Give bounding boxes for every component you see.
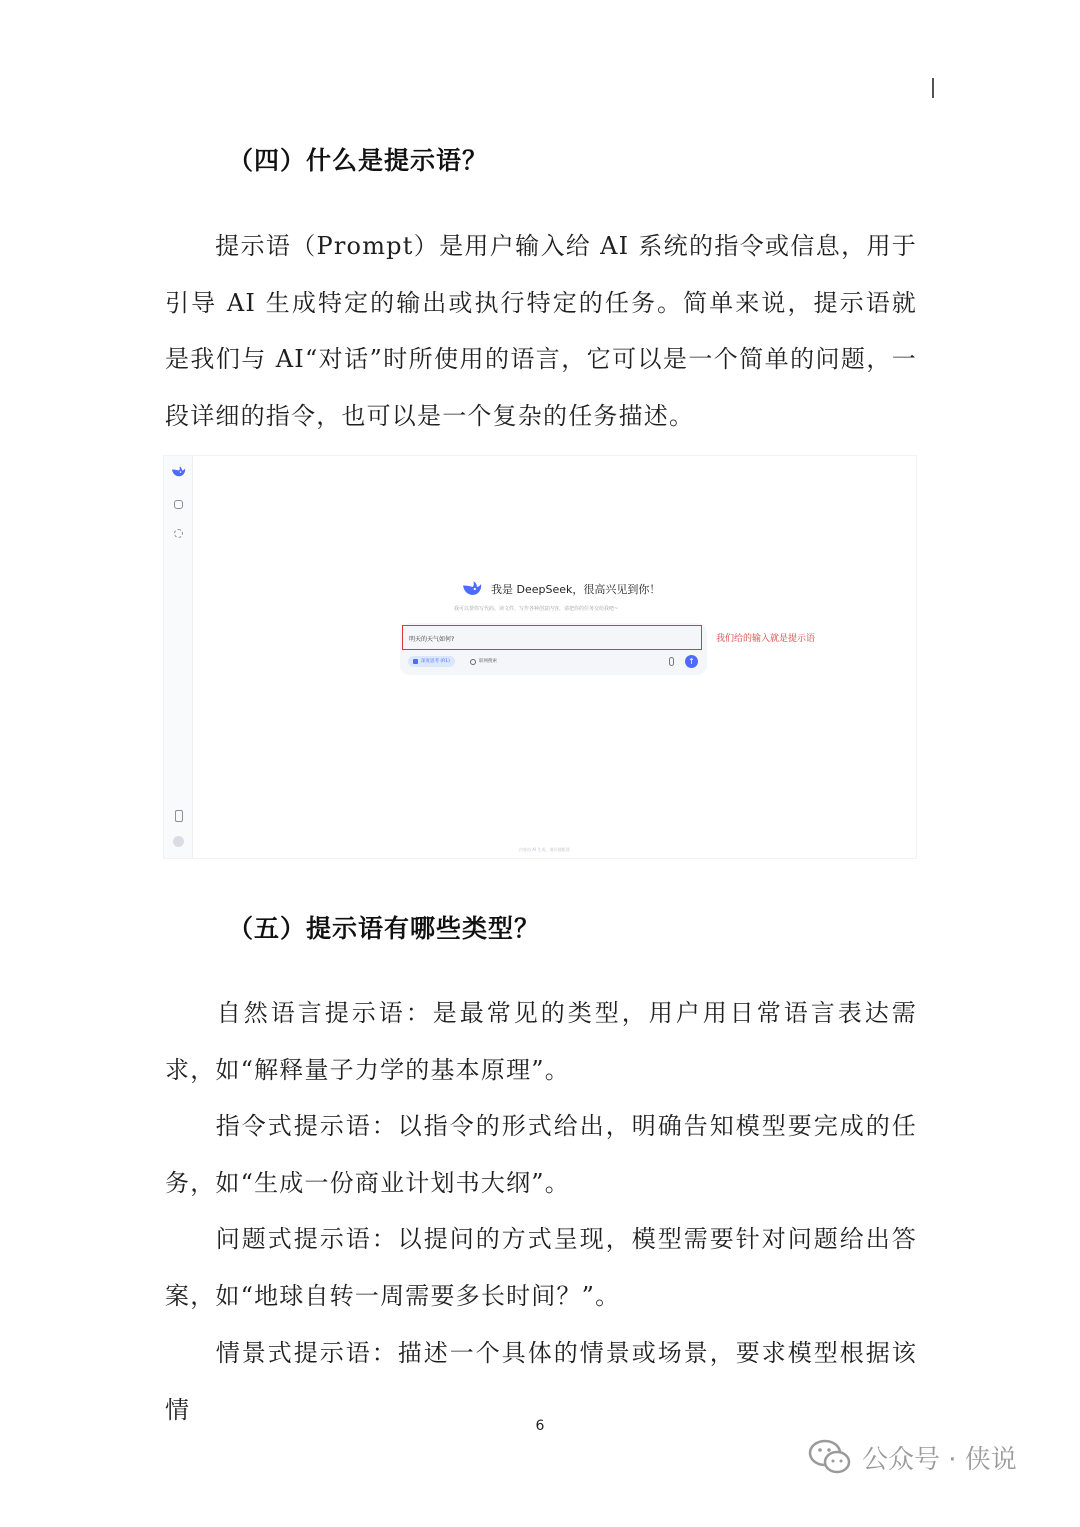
paperclip-icon[interactable] <box>669 657 674 666</box>
watermark-text: 公众号 · 侠说 <box>862 1444 1017 1475</box>
history-icon[interactable] <box>174 529 183 538</box>
web-search-label: 联网搜索 <box>479 659 497 664</box>
web-search-toggle[interactable] <box>466 656 501 667</box>
question-text: 问题式提示语：以提问的方式呈现，模型需要针对问题给出答案，如“地球自转一周需要多长时间？”。 <box>165 1225 917 1310</box>
deepseek-screenshot <box>163 455 917 859</box>
prompt-definition-text: 提示语（Prompt）是用户输入给 AI 系统的指令或信息，用于引导 AI 生成特定的输出或执行特定的任务。简单来说，提示语就是我们与 AI“对话”时所使用的语言，它可以是一个简单的问题，一段详细的指令，也可以是一个复杂的任务描述。 <box>165 232 917 430</box>
page-number: 6 <box>535 1418 545 1434</box>
instruction-paragraph <box>165 1098 917 1211</box>
welcome-subtitle: 我可以帮你写代码、读文件、写作各种创意内容，请把你的任务交给我吧~ <box>454 606 619 612</box>
chat-input[interactable]: 明天的天气如何? <box>402 625 702 650</box>
watermark <box>808 1437 1017 1477</box>
page-margin-mark <box>932 78 934 98</box>
welcome-title: 我是 DeepSeek，很高兴见到你！ <box>491 583 661 596</box>
phone-icon[interactable] <box>175 810 183 822</box>
deep-think-icon <box>413 659 418 664</box>
send-arrow-icon: ↑ <box>688 657 695 666</box>
natural-language-paragraph <box>165 985 917 1098</box>
chat-input-box <box>400 623 707 675</box>
instruction-text: 指令式提示语：以指令的形式给出，明确告知模型要完成的任务，如“生成一份商业计划书大纲”。 <box>165 1112 917 1197</box>
send-button[interactable] <box>685 655 698 668</box>
deepseek-logo-icon <box>171 465 186 479</box>
deepseek-logo-icon <box>461 580 483 598</box>
ai-disclaimer: 内容由 AI 生成，请仔细甄别 <box>519 847 570 852</box>
deep-think-label: 深度思考 (R1) <box>421 659 450 664</box>
wechat-icon <box>808 1437 852 1477</box>
prompt-annotation: 我们给的输入就是提示语 <box>716 634 816 644</box>
section-four-heading: （四）什么是提示语？ <box>228 146 489 175</box>
natural-language-text: 自然语言提示语：是最常见的类型，用户用日常语言表达需求，如“解释量子力学的基本原理”。 <box>165 999 917 1084</box>
screenshot-sidebar <box>164 456 193 858</box>
question-paragraph <box>165 1211 917 1324</box>
section-five-heading: （五）提示语有哪些类型？ <box>228 914 541 943</box>
globe-icon <box>470 659 476 665</box>
avatar[interactable] <box>173 836 184 847</box>
welcome-header <box>461 580 660 598</box>
scenario-text: 情景式提示语：描述一个具体的情景或场景，要求模型根据该情 <box>165 1339 917 1424</box>
new-chat-icon[interactable] <box>174 500 183 509</box>
prompt-definition-paragraph <box>165 218 917 444</box>
deep-think-toggle[interactable] <box>408 656 455 667</box>
